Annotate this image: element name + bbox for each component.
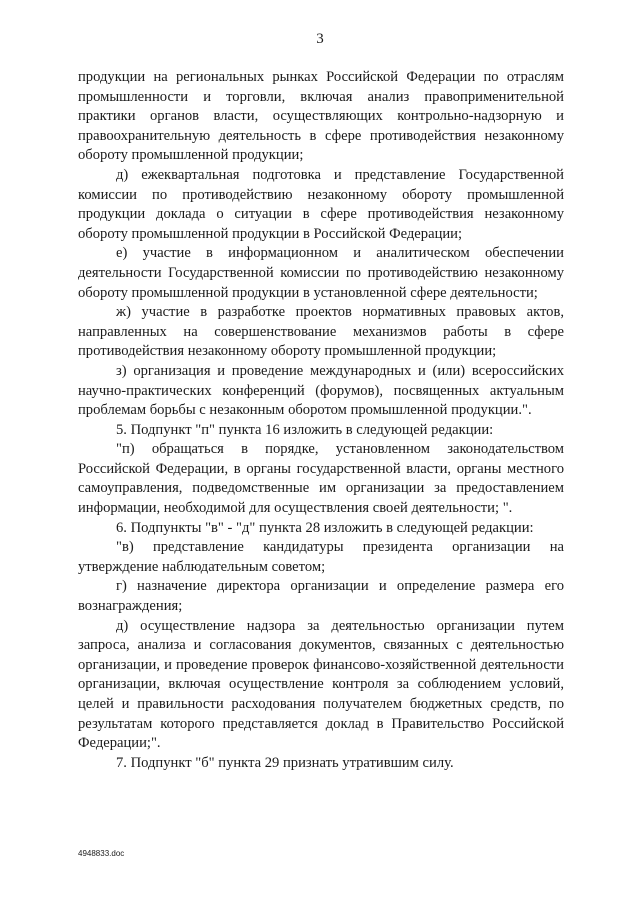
paragraph-item-g: г) назначение директора организации и определение размера его вознаграждения; bbox=[78, 578, 564, 615]
paragraph-point-6: 6. Подпункты "в" - "д" пункта 28 изложить в следующей редакции: bbox=[116, 519, 534, 536]
paragraph-item-d2: д) осуществление надзора за деятельностью организации путем запроса, анализа и согласования документов, связанных с деятельностью организации, и проведение проверок финансово-хозяйственной деятельности организации, включая осуществление контроля за соблюдением условий, целей и правильности расходования получателем бюджетных средств, по результатам которого представляется доклад в Правительство Российской Федерации;". bbox=[78, 617, 564, 752]
paragraph-item-v: "в) представление кандидатуры президента организации на утверждение наблюдательным советом; bbox=[78, 539, 564, 575]
paragraph-item-d: д) ежеквартальная подготовка и представление Государственной комиссии по противодействию незаконному обороту промышленной продукции доклада о ситуации в сфере противодействия незаконному обороту промышленной продукции в Российской Федерации; bbox=[78, 166, 564, 242]
paragraph-point-5: 5. Подпункт "п" пункта 16 изложить в следующей редакции: bbox=[116, 421, 494, 438]
paragraph-continuation: продукции на региональных рынках Российской Федерации по отраслям промышленности и торговли, включая анализ правоприменительной практики органов власти, осуществляющих контрольно-надзорную и правоохранительную деятельность в сфере противодействия незаконному обороту промышленной продукции; bbox=[78, 69, 564, 164]
paragraph-point-7: 7. Подпункт "б" пункта 29 признать утратившим силу. bbox=[116, 754, 454, 771]
paragraph-item-zh: ж) участие в разработке проектов нормативных правовых актов, направленных на совершенствование механизмов работы в сфере противодействия незаконному обороту промышленной продукции; bbox=[78, 304, 564, 360]
document-body bbox=[78, 68, 564, 773]
page-number: 3 bbox=[316, 31, 324, 47]
paragraph-item-p: "п) обращаться в порядке, установленном законодательством Российской Федерации, в органы государственной власти, органы местного самоуправления, подведомственные им организации за предоставлением информации, необходимой для осуществления своей деятельности; ". bbox=[78, 441, 564, 517]
paragraph-item-z: з) организация и проведение международных и (или) всероссийских научно-практических конференций (форумов), посвященных актуальным проблемам борьбы с незаконным оборотом промышленной продукции.". bbox=[78, 362, 564, 419]
paragraph-item-e: е) участие в информационном и аналитическом обеспечении деятельности Государственной комиссии по противодействию незаконному обороту промышленной продукции в установленной сфере деятельности; bbox=[78, 245, 564, 301]
document-file-code: 4948833.doc bbox=[78, 849, 125, 858]
